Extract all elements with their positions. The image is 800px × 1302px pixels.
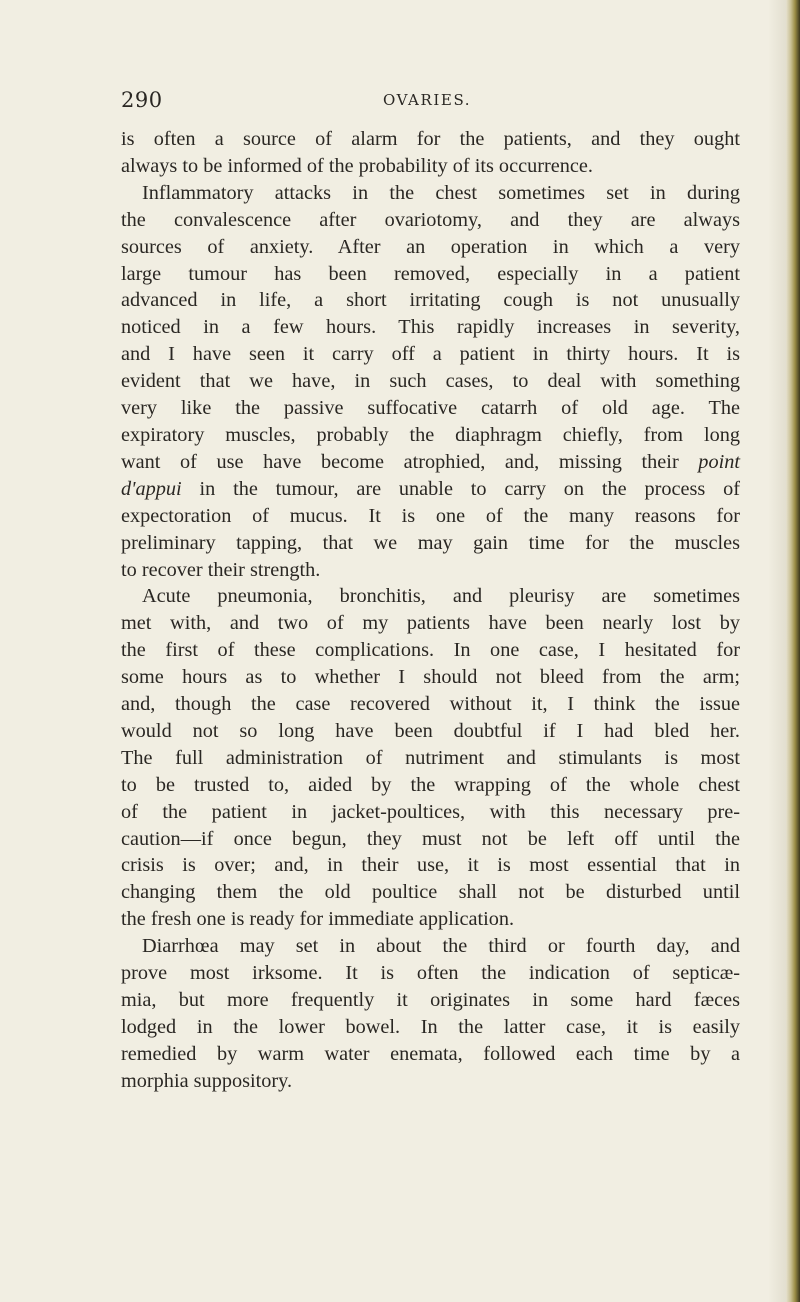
text-line: to recover their strength. (121, 558, 321, 581)
text-line: evident that we have, in such cases, to deal with something (121, 370, 740, 393)
text-segment: in the tumour, are unable to carry on the process of (199, 477, 740, 500)
text-line: the first of these complications. In one case, I hesitated for (121, 639, 740, 662)
text-line: mia, but more frequently it originates in some hard fæces (121, 989, 740, 1011)
text-line: Acute pneumonia, bronchitis, and pleurisy are sometimes (142, 585, 740, 608)
text-line: would not so long have been doubtful if I had bled her. (121, 719, 740, 742)
text-line: expiratory muscles, probably the diaphragm chiefly, from long (121, 423, 740, 446)
text-line: and, though the case recovered without it, I think the issue (121, 693, 740, 716)
text-line: the fresh one is ready for immediate application. (121, 908, 515, 931)
text-line: caution—if once begun, they must not be left off until the (121, 827, 740, 850)
italic-phrase: d'appui (121, 477, 182, 500)
page-number: 290 (121, 88, 163, 112)
text-line: lodged in the lower bowel. In the latter case, it is easily (121, 1015, 740, 1038)
page-edge-shadow (768, 0, 786, 1302)
italic-phrase: point (698, 450, 740, 473)
text-line: met with, and two of my patients have been nearly lost by (121, 612, 740, 635)
text-line: remedied by warm water enemata, followed each time by a (121, 1042, 740, 1065)
text-line: changing them the old poultice shall not be disturbed until (121, 881, 740, 904)
body-text (121, 126, 740, 1095)
text-line: to be trusted to, aided by the wrapping of the whole chest (121, 773, 740, 796)
text-line: Diarrhœa may set in about the third or fourth day, and (142, 935, 740, 958)
text-line: always to be informed of the probability of its occurrence. (121, 154, 593, 177)
text-line: noticed in a few hours. This rapidly increases in severity, (121, 316, 740, 339)
text-line: morphia suppository. (121, 1069, 293, 1092)
page-edge (786, 0, 800, 1302)
text-line: of the patient in jacket-poultices, with this necessary pre- (121, 800, 740, 823)
text-line: The full administration of nutriment and stimulants is most (121, 746, 740, 769)
running-head: OVARIES. (383, 91, 472, 109)
text-line: crisis is over; and, in their use, it is most essential that in (121, 854, 740, 877)
text-line: expectoration of mucus. It is one of the many reasons for (121, 504, 740, 527)
text-line: Inflammatory attacks in the chest sometimes set in during (142, 181, 740, 204)
text-line: advanced in life, a short irritating cough is not unusually (121, 289, 740, 312)
text-segment: want of use have become atrophied, and, missing their (121, 450, 679, 473)
text-line: very like the passive suffocative catarrh of old age. The (121, 397, 740, 420)
text-line: sources of anxiety. After an operation in which a very (121, 235, 740, 258)
text-line: preliminary tapping, that we may gain time for the muscles (121, 531, 740, 554)
text-line (121, 476, 740, 503)
text-line: is often a source of alarm for the patients, and they ought (121, 128, 740, 150)
text-line: some hours as to whether I should not bleed from the arm; (121, 666, 740, 689)
text-line: the convalescence after ovariotomy, and they are always (121, 208, 740, 231)
text-line: large tumour has been removed, especially in a patient (121, 262, 740, 285)
text-line: and I have seen it carry off a patient in thirty hours. It is (121, 343, 740, 366)
text-line: prove most irksome. It is often the indication of septicæ- (121, 962, 740, 985)
page-header (121, 88, 681, 114)
text-line (121, 449, 740, 476)
